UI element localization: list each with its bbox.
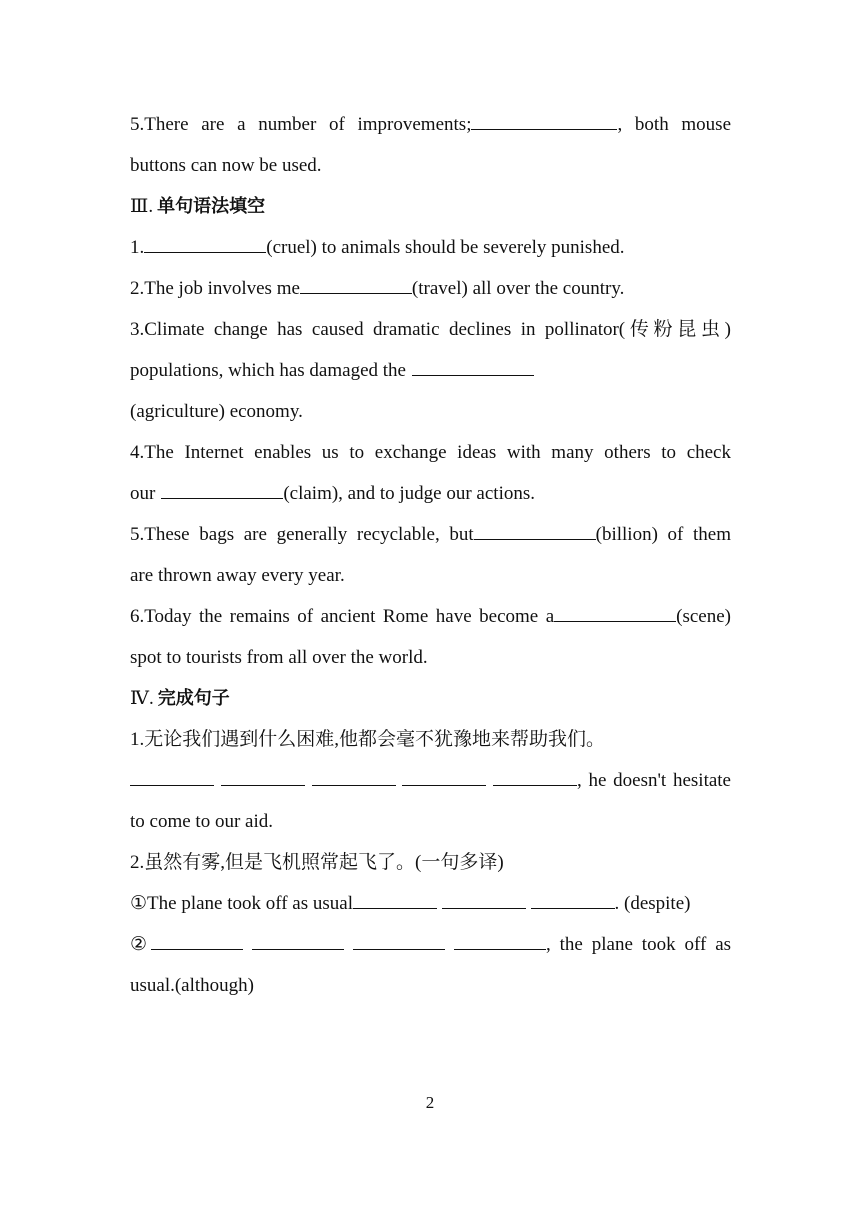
text: ①The plane took off as usual xyxy=(130,893,353,914)
section-title: 单句语法填空 xyxy=(157,196,266,217)
text: 5.There are a number of improvements; xyxy=(130,114,472,135)
s3-question-3-line-1: 3.Climate change has caused dramatic declines in pollinator(传粉昆虫) xyxy=(130,319,731,340)
s4-question-2-prompt: 2.虽然有雾,但是飞机照常起飞了。(一句多译) xyxy=(130,852,504,873)
s4-question-1-line-1 xyxy=(130,760,731,801)
s4-question-1-line-2: to come to our aid. xyxy=(130,811,273,832)
text: 5.These bags are generally recyclable, but xyxy=(130,524,474,545)
exercise-2-5-line-2: buttons can now be used. xyxy=(130,155,322,176)
s3-question-2 xyxy=(130,268,731,309)
text: . (despite) xyxy=(614,893,691,914)
answer-blank[interactable] xyxy=(221,769,305,786)
text: populations, which has damaged the xyxy=(130,360,406,381)
s3-question-4-line-1: 4.The Internet enables us to exchange ideas with many others to check xyxy=(130,442,731,463)
text: (scene) xyxy=(676,606,731,627)
answer-blank[interactable] xyxy=(161,482,283,499)
section-3-heading xyxy=(130,186,731,227)
answer-blank[interactable] xyxy=(412,359,534,376)
s4-question-2-option-2 xyxy=(130,924,731,965)
page-number: 2 xyxy=(425,1093,435,1112)
section-4-heading xyxy=(130,678,731,719)
text: (travel) all over the country. xyxy=(411,278,625,299)
text: (billion) of them xyxy=(595,524,731,545)
answer-blank[interactable] xyxy=(531,892,615,909)
answer-blank[interactable] xyxy=(130,769,214,786)
answer-blank[interactable] xyxy=(312,769,396,786)
answer-blank[interactable] xyxy=(454,933,546,950)
s4-question-2-option-1 xyxy=(130,883,731,924)
answer-blank[interactable] xyxy=(474,523,596,540)
text: ② xyxy=(130,934,152,955)
s3-question-5-line-1 xyxy=(130,514,731,555)
s4-question-2-option-2-line-2: usual.(although) xyxy=(130,975,255,996)
text: 6.Today the remains of ancient Rome have become a xyxy=(130,606,555,627)
answer-blank[interactable] xyxy=(554,605,676,622)
exercise-2-5-line-1 xyxy=(130,104,731,145)
answer-blank[interactable] xyxy=(353,892,437,909)
answer-blank[interactable] xyxy=(252,933,344,950)
section-number: Ⅲ. xyxy=(130,196,154,217)
s3-question-6-line-2: spot to tourists from all over the world. xyxy=(130,647,428,668)
text: , he doesn't hesitate xyxy=(577,770,731,791)
text: , both mouse xyxy=(617,114,731,135)
worksheet-page xyxy=(130,104,731,1006)
answer-blank[interactable] xyxy=(353,933,445,950)
s3-question-4-line-2 xyxy=(130,473,731,514)
s3-question-6-line-1 xyxy=(130,596,731,637)
answer-blank[interactable] xyxy=(442,892,526,909)
section-title: 完成句子 xyxy=(157,688,230,709)
question-number: 1. xyxy=(130,237,145,258)
text: (claim), and to judge our actions. xyxy=(283,483,536,504)
s3-question-3-line-2 xyxy=(130,350,731,391)
answer-blank[interactable] xyxy=(151,933,243,950)
section-number: Ⅳ. xyxy=(130,688,154,709)
answer-blank[interactable] xyxy=(402,769,486,786)
text: 2.The job involves me xyxy=(130,278,300,299)
answer-blank[interactable] xyxy=(493,769,577,786)
text: our xyxy=(130,483,156,504)
s3-question-3-line-3: (agriculture) economy. xyxy=(130,401,303,422)
answer-blank[interactable] xyxy=(144,236,266,253)
answer-blank[interactable] xyxy=(471,113,617,130)
s4-question-1-prompt: 1.无论我们遇到什么困难,他都会毫不犹豫地来帮助我们。 xyxy=(130,729,606,750)
s3-question-1 xyxy=(130,227,731,268)
s3-question-5-line-2: are thrown away every year. xyxy=(130,565,345,586)
text: (cruel) to animals should be severely punished. xyxy=(266,237,625,258)
answer-blank[interactable] xyxy=(300,277,412,294)
text: , the plane took off as xyxy=(545,934,732,955)
